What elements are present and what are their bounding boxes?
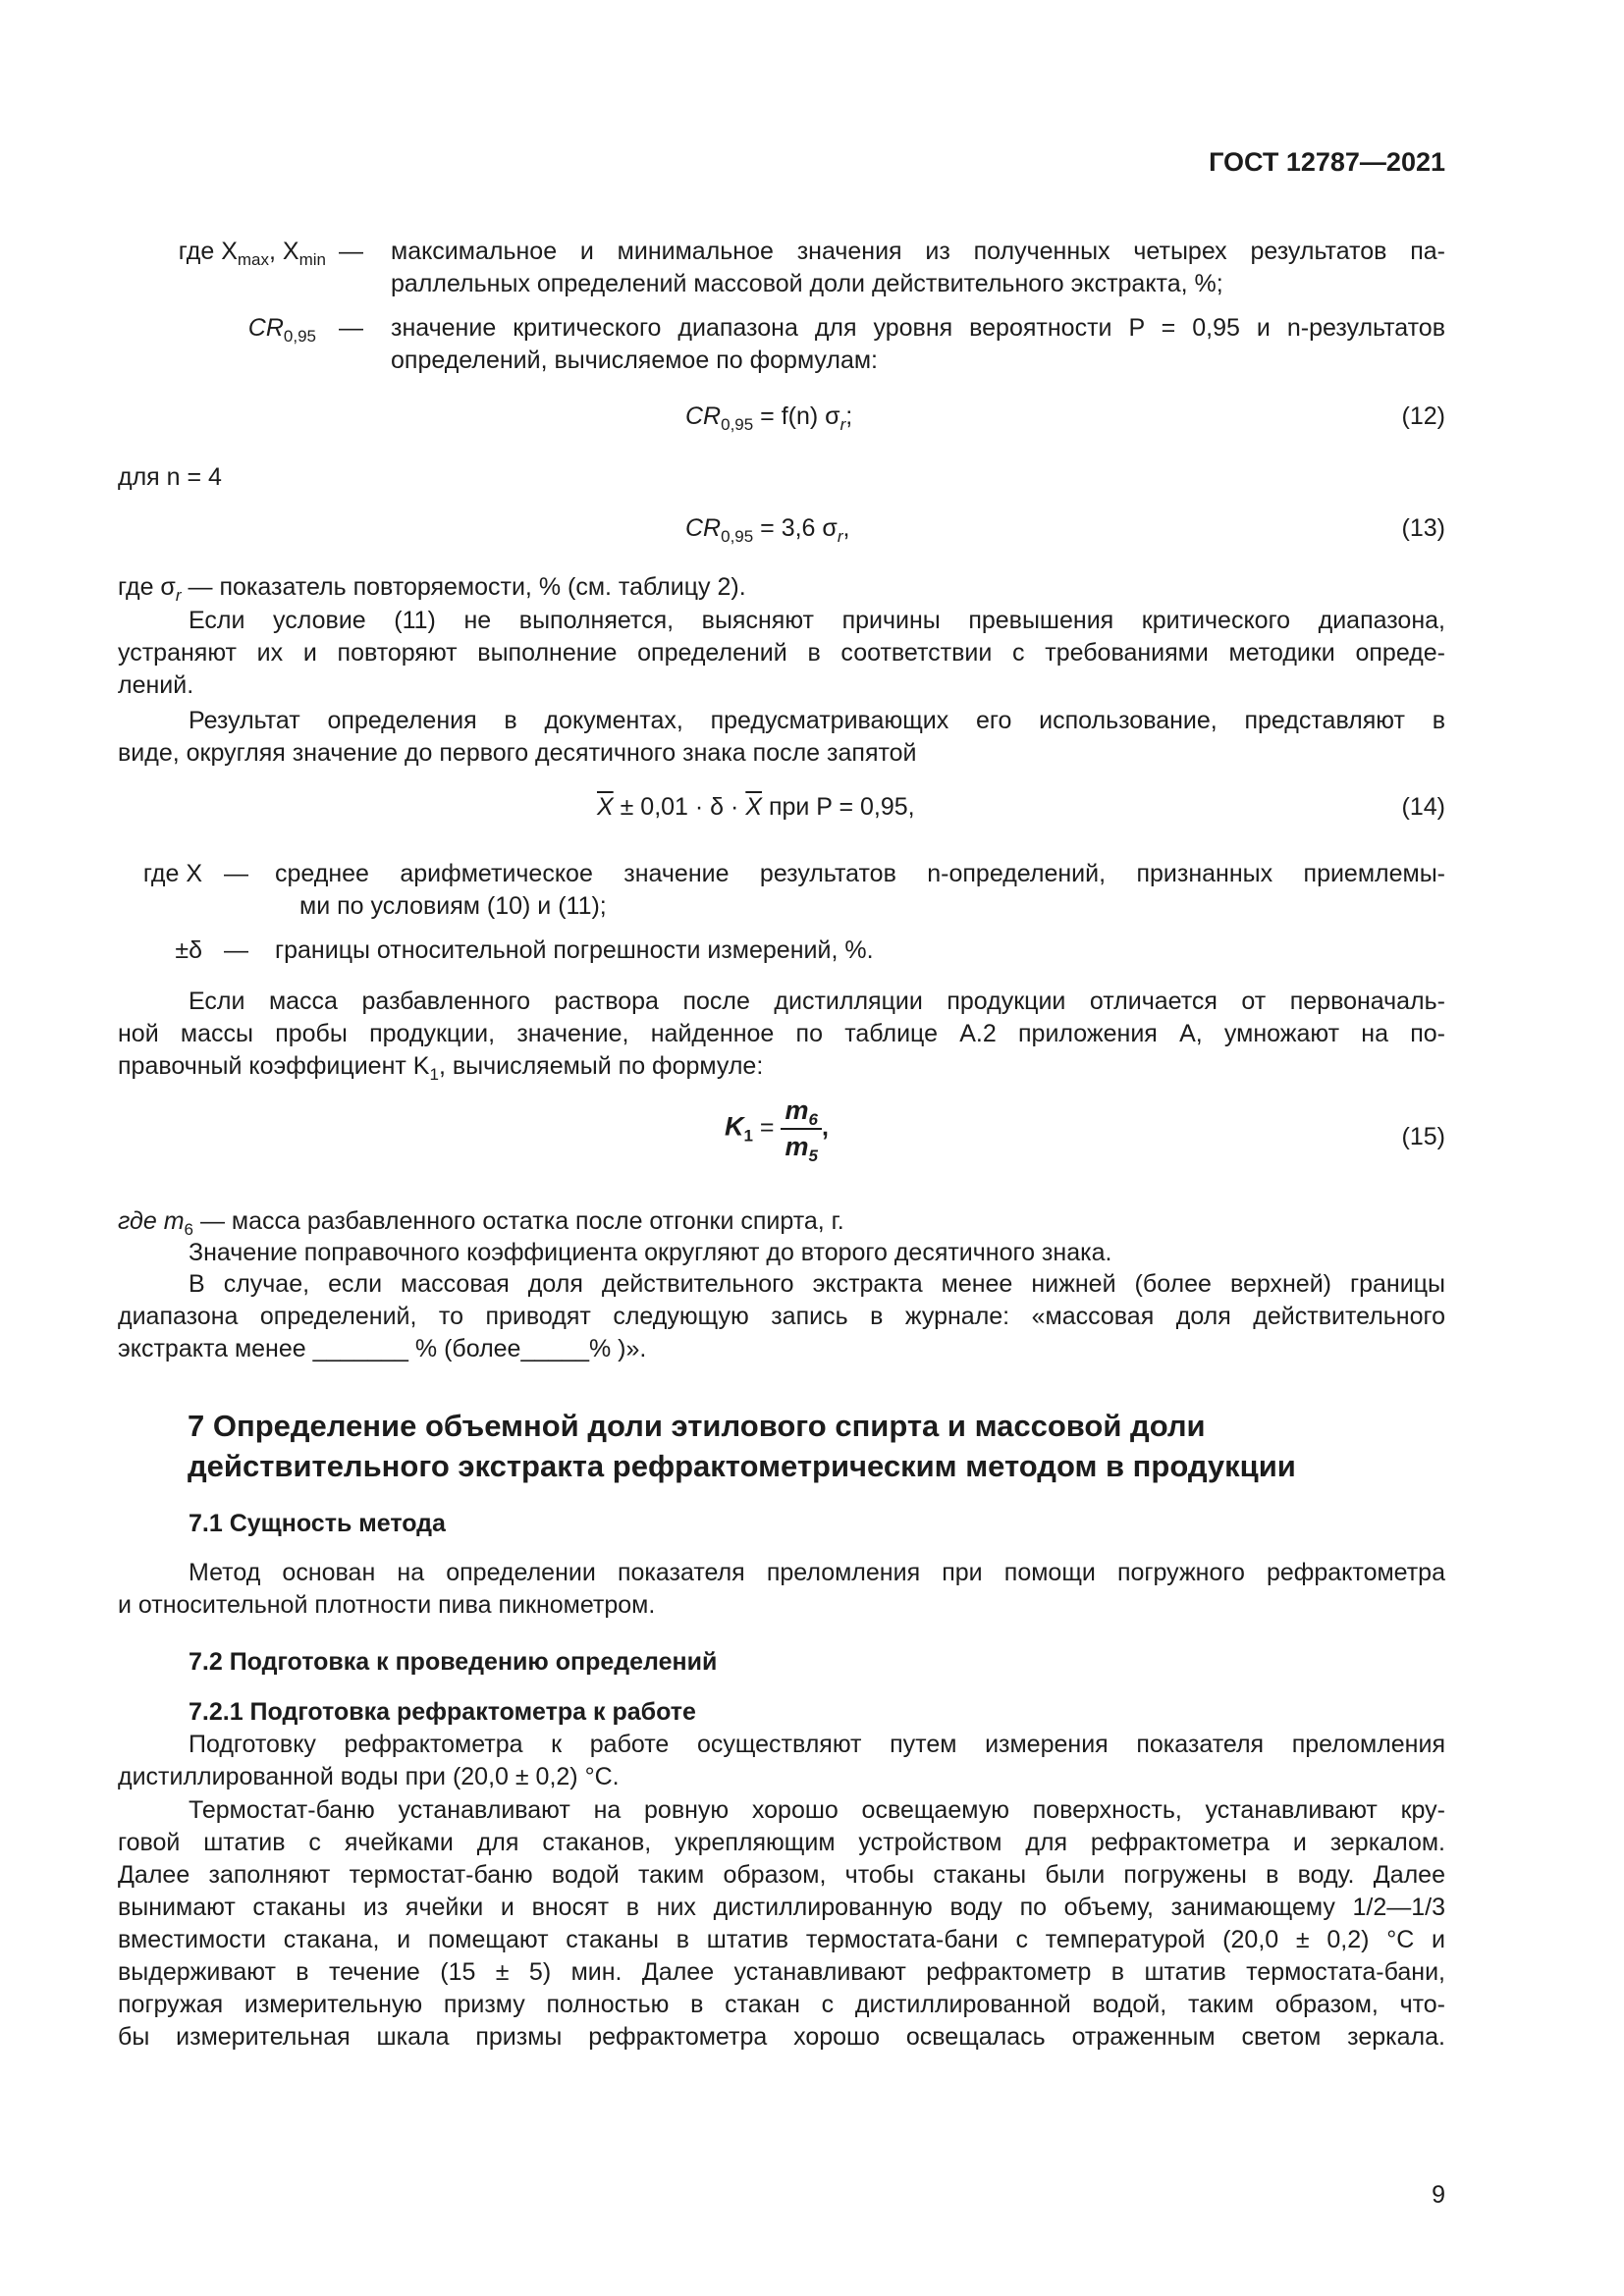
- paragraph-line: устраняют их и повторяют выполнение определений в соответствии с требованиями методики опреде-: [118, 639, 1445, 667]
- condition-n-equals-4: для n = 4: [118, 463, 222, 491]
- paragraph-line: и относительной плотности пива пикнометром.: [118, 1591, 656, 1619]
- paragraph-line: Если условие (11) не выполняется, выясняют причины превышения критического диапазона,: [189, 607, 1445, 634]
- paragraph-line: погружая измерительную призму полностью в стакан с дистиллированной водой, таким образом, что-: [118, 1991, 1445, 2018]
- definition-dash: —: [224, 936, 248, 964]
- paragraph-line: выдерживают в течение (15 ± 5) мин. Далее устанавливают рефрактометр в штатив термостата-бани,: [118, 1958, 1445, 1986]
- equation-number: (12): [1401, 402, 1445, 430]
- subsection-heading: 7.2 Подготовка к проведению определений: [189, 1648, 718, 1676]
- paragraph-line: В случае, если массовая доля действительного экстракта менее нижней (более верхней) границы: [189, 1270, 1445, 1298]
- paragraph-line: Метод основан на определении показателя преломления при помощи погружного рефрактометра: [189, 1559, 1445, 1586]
- paragraph-line: говой штатив с ячейками для стаканов, укрепляющим устройством для рефрактометра и зеркалом.: [118, 1829, 1445, 1856]
- paragraph-line: Результат определения в документах, предусматривающих его использование, представляют в: [189, 707, 1445, 734]
- paragraph-line: вынимают стаканы из ячейки и вносят в них дистиллированную воду по объему, занимающему 1/2—1/3: [118, 1894, 1445, 1921]
- equation-number: (15): [1401, 1123, 1445, 1150]
- formula-15: $K_1$ = $\frac{m_6}{m_5}$ ,: [725, 1095, 829, 1165]
- definition-term: где X: [142, 860, 202, 887]
- document-code: ГОСТ 12787—2021: [1209, 147, 1445, 177]
- paragraph-line: дистиллированной воды при (20,0 ± 0,2) °С.: [118, 1763, 620, 1790]
- fraction: $\frac{m_6}{m_5}$: [781, 1095, 821, 1162]
- definition-term: ±δ: [175, 936, 202, 964]
- paragraph-line: виде, округляя значение до первого десятичного знака после запятой: [118, 739, 917, 767]
- equation-number: (14): [1401, 793, 1445, 821]
- definition-text: значение критического диапазона для уровня вероятности P = 0,95 и n-результатов: [391, 314, 1445, 342]
- definition-text: ми по условиям (10) и (11);: [299, 892, 607, 920]
- paragraph-line: Термостат-баню устанавливают на ровную хорошо освещаемую поверхность, устанавливают кру-: [189, 1796, 1445, 1824]
- subsection-heading: 7.1 Сущность метода: [189, 1510, 446, 1537]
- definition-x-mean: [0, 858, 1624, 927]
- definition-delta: [0, 934, 1624, 970]
- paragraph-line: лений.: [118, 671, 194, 699]
- formula-14: $\overline{X} \pm 0,01 \cdot \delta \cdot \overline{X}$ при P = 0,95,: [597, 793, 915, 821]
- section-heading: 7 Определение объемной доли этилового спирта и массовой доли действительного экстракта рефрактометрическим методом в продукции: [188, 1409, 1296, 1483]
- where-sigma-r: где $\sigma_r$ — показатель повторяемости, % (см. таблицу 2).: [118, 573, 746, 605]
- paragraph-line: бы измерительная шкала призмы рефрактометра хорошо освещалась отраженным светом зеркала.: [118, 2023, 1445, 2051]
- paragraph-line: Далее заполняют термостат-баню водой таким образом, чтобы стаканы были погружены в воду. Далее: [118, 1861, 1445, 1889]
- paragraph-line: правочный коэффициент $K_1$, вычисляемый по формуле:: [118, 1052, 764, 1084]
- paragraph-line: диапазона определений, то приводят следующую запись в журнале: «массовая доля действительного: [118, 1303, 1445, 1330]
- definition-term: где $X_{max}$, $X_{min}$: [178, 238, 326, 269]
- definition-dash: —: [339, 238, 363, 265]
- paragraph-line: Подготовку рефрактометра к работе осуществляют путем измерения показателя преломления: [189, 1731, 1445, 1758]
- definition-text: определений, вычисляемое по формулам:: [391, 347, 878, 374]
- definition-cr095: [0, 312, 1624, 381]
- paragraph-line: вместимости стакана, и помещают стаканы в штатив термостата-бани с температурой (20,0 ± 0,2) °С и: [118, 1926, 1445, 1953]
- definition-text: границы относительной погрешности измерений, %.: [275, 936, 874, 964]
- where-m6: где $m_6$ — масса разбавленного остатка после отгонки спирта, г.: [118, 1207, 844, 1239]
- definition-text: раллельных определений массовой доли действительного экстракта, %;: [391, 270, 1223, 297]
- subsection-heading: 7.2.1 Подготовка рефрактометра к работе: [189, 1698, 696, 1726]
- definition-dash: —: [339, 314, 363, 342]
- paragraph-line: Значение поправочного коэффициента округляют до второго десятичного знака.: [189, 1239, 1112, 1266]
- definition-x-max-min: [0, 236, 1624, 304]
- formula-13: $CR_{0,95} = 3,6$ $\sigma_r$,: [685, 514, 850, 546]
- paragraph-line: Если масса разбавленного раствора после дистилляции продукции отличается от первоначаль-: [189, 988, 1445, 1015]
- definition-dash: —: [224, 860, 248, 887]
- definition-text: среднее арифметическое значение результатов n-определений, признанных приемлемы-: [275, 860, 1445, 887]
- definition-term: $CR_{0,95}$: [247, 314, 316, 346]
- equation-number: (13): [1401, 514, 1445, 542]
- formula-12: $CR_{0,95} = f(n)$ $\sigma_r$;: [685, 402, 853, 434]
- paragraph-line: экстракта менее _______ % (более_____% )».: [118, 1335, 647, 1362]
- definition-text: максимальное и минимальное значения из полученных четырех результатов па-: [391, 238, 1445, 265]
- page-number: 9: [1432, 2181, 1445, 2209]
- paragraph-line: ной массы пробы продукции, значение, найденное по таблице А.2 приложения А, умножают на по-: [118, 1020, 1445, 1047]
